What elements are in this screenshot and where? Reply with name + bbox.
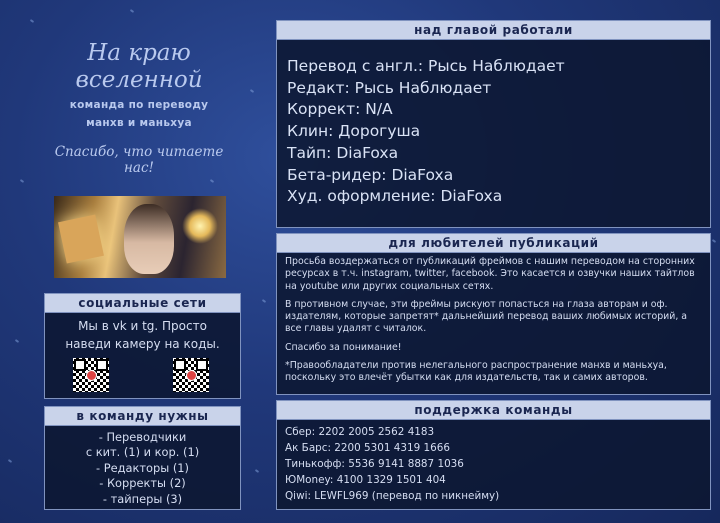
recruitment-header: в команду нужны [45,407,240,426]
team-logo [46,40,232,176]
speck [262,299,266,303]
credit-item: Худ. оформление: DiaFoxa [287,187,503,206]
logo-subtitle-line1: команда по переводу [69,99,209,111]
speck [130,9,134,13]
speck [250,89,254,93]
social-panel [44,293,241,399]
social-header: социальные сети [45,294,240,313]
recruit-item: - тайперы (3) [102,491,183,506]
payment-item: ЮMoney: 4100 1329 1501 404 [285,474,446,486]
credit-item: Коррект: N/A [287,100,393,119]
speck [15,339,19,343]
recruitment-panel [44,406,241,510]
notice-paragraph: Просьба воздержаться от публикаций фреймов с нашим переводом на сторонних ресурсах в т.ч. instagram, twitter, facebook. Это касается и озвучки наших тайтлов на youtube или других социальных сетях. [285,256,695,292]
vk-qr-code[interactable] [73,358,109,392]
credit-item: Клин: Дорогуша [287,122,421,141]
support-panel [276,400,711,510]
payment-item: Сбер: 2202 2005 2562 4183 [285,426,435,438]
payment-item: Ак Барс: 2200 5301 4319 1666 [285,442,450,454]
recruit-item: - Переводчики [98,430,187,444]
tg-qr-code[interactable] [173,358,209,392]
notice-paragraph: Спасибо за понимание! [285,341,402,353]
recruit-item: - Редакторы (1) [96,460,189,475]
gift-box-art [58,215,104,264]
qr-logo-icon [86,370,97,381]
notice-paragraph: В противном случае, эти фреймы рискуют попасться на глаза авторам и оф. издателям, которые запретят* дальнейший перевод ваших любимых историй, а все главы удалят с читалок. [285,298,688,335]
recruit-item: - Корректы (2) [99,476,186,491]
credit-item: Перевод с англ.: Рысь Наблюдает [287,57,565,75]
speck [210,179,214,183]
thanks-text: Спасибо, что читаете нас! [54,144,224,176]
logo-title-line1: На краю [87,40,191,66]
support-header: поддержка команды [277,401,710,420]
payment-item: Qiwi: LEWFL969 (перевод по никнейму) [285,490,500,502]
social-text-line1: Мы в vk и tg. Просто [78,319,207,333]
credits-header: над главой работали [277,21,710,40]
character-art [124,204,174,274]
speck [712,239,716,243]
publication-notice-header: для любителей публикаций [277,234,710,253]
speck [8,459,12,463]
speck [20,179,24,183]
manhwa-artwork [54,196,226,278]
payment-item: Тинькофф: 5536 9141 8887 1036 [285,458,464,470]
speck [30,19,34,23]
logo-title-line2: вселенной [75,67,203,93]
credit-item: Редакт: Рысь Наблюдает [287,78,492,97]
notice-paragraph: *Правообладатели против нелегального распространение манхв и маньхуа, поскольку это влечёт убытки как для издательств, так и самих авторов. [285,360,667,384]
publication-notice-panel [276,233,711,395]
credit-item: Бета-ридер: DiaFoxa [287,165,454,184]
credits-panel [276,20,711,228]
speck [255,469,259,473]
flower-art [182,208,218,244]
logo-subtitle-line2: манхв и маньхуа [86,117,192,129]
recruit-item: с кит. (1) и кор. (1) [85,445,200,460]
credit-item: Тайп: DiaFoxa [287,143,399,162]
qr-logo-icon [186,370,197,381]
social-text-line2: наведи камеру на коды. [65,337,220,351]
